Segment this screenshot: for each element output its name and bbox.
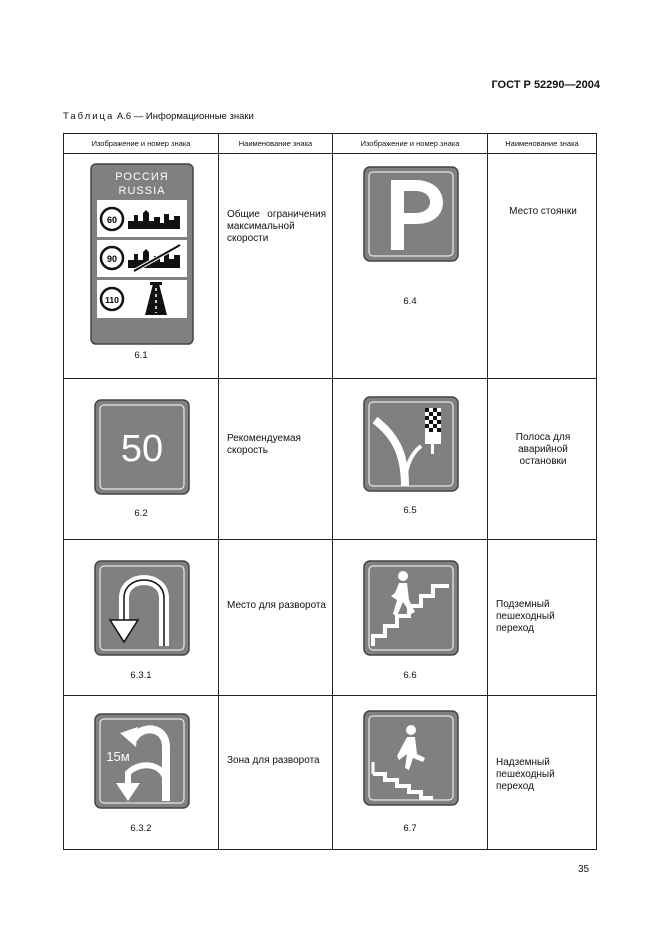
sign-6-4-image (363, 166, 459, 262)
sign-number: 6.6 (403, 670, 417, 681)
sign-number: 6.2 (134, 508, 148, 519)
sign-name: Зона для разворота (219, 696, 333, 850)
recommended-speed-value: 50 (120, 428, 164, 470)
table-header-row (64, 134, 597, 154)
table-row (64, 379, 597, 540)
col-header-image: Изображение и номер знака (64, 134, 219, 154)
sign-6-5-image (363, 396, 459, 492)
sign-cell (333, 696, 488, 850)
sign-cell (64, 154, 219, 379)
page-number: 35 (578, 864, 590, 875)
table-row (64, 154, 597, 379)
sign-cell (64, 696, 219, 850)
table-row (64, 540, 597, 696)
sign-name: Общие ограничения максимальной скорости (219, 154, 333, 379)
col-header-image: Изображение и номер знака (333, 134, 488, 154)
sign-cell (333, 540, 488, 696)
sign-6-1-image (90, 163, 194, 345)
sign-russia-latin-text: RUSSIA (118, 185, 166, 197)
sign-number: 6.7 (403, 823, 417, 834)
sign-6-3-1-image (94, 560, 190, 656)
sign-russia-text: РОССИЯ (115, 171, 169, 183)
sign-6-3-2-image (94, 713, 190, 809)
col-header-name: Наименование знака (219, 134, 333, 154)
sign-number: 6.4 (403, 296, 417, 307)
sign-number: 6.1 (134, 350, 148, 361)
table-caption: Таблица А.6 — Информационные знаки (63, 111, 254, 122)
sign-cell (64, 379, 219, 540)
speed-limit-60: 60 (106, 215, 118, 225)
col-header-name: Наименование знака (488, 134, 597, 154)
sign-number: 6.5 (403, 505, 417, 516)
sign-name: Место для разворота (219, 540, 333, 696)
sign-6-2-image (94, 399, 190, 495)
sign-number: 6.3.1 (130, 670, 152, 681)
sign-name: Подземный пешеходный переход (488, 540, 597, 696)
speed-limit-90: 90 (106, 254, 118, 264)
speed-limit-110: 110 (105, 295, 119, 305)
zone-distance-text: 15м (106, 749, 130, 764)
sign-name: Полоса для аварийной остановки (488, 379, 597, 540)
signs-table (63, 133, 597, 850)
sign-6-6-image (363, 560, 459, 656)
sign-6-7-image (363, 710, 459, 806)
sign-cell (333, 154, 488, 379)
sign-name: Надземный пешеходный переход (488, 696, 597, 850)
sign-cell (64, 540, 219, 696)
document-id: ГОСТ Р 52290—2004 (491, 79, 600, 91)
sign-name: Рекомендуемая скорость (219, 379, 333, 540)
sign-cell (333, 379, 488, 540)
table-row (64, 696, 597, 850)
sign-name: Место стоянки (488, 154, 597, 379)
sign-number: 6.3.2 (130, 823, 152, 834)
